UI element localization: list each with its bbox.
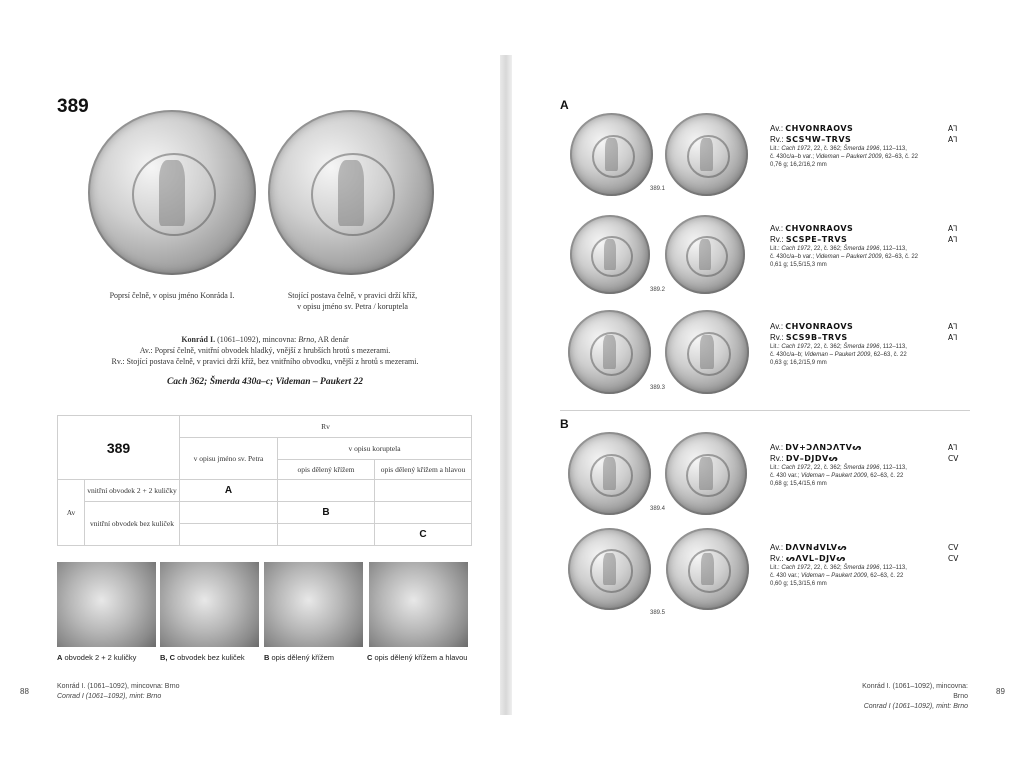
footer-line-cz: Konrád I. (1061–1092), mincovna: Brno — [862, 683, 968, 700]
table-cell-empty — [278, 524, 375, 546]
detail-caption-2 — [160, 653, 245, 662]
type-a-marker: A — [224, 485, 233, 496]
lit-text: , 62–63, č. 22 — [881, 154, 919, 160]
table-col-koruptela: v opisu koruptela — [278, 438, 472, 460]
reverse-caption-line2: v opisu jméno sv. Petra / koruptela — [297, 302, 408, 311]
coin-389-2-reverse — [665, 215, 745, 294]
table-cell-empty — [278, 480, 375, 502]
lit-ref: Šmerda 1996 — [843, 344, 880, 350]
description-title-end: , AR denár — [314, 335, 349, 344]
lit-text: , 62–63, č. 22 — [866, 573, 904, 579]
obverse-caption: Poprsí čelně, v opisu jméno Konráda I. — [109, 291, 235, 300]
detail-caption-text: obvodek 2 + 2 kuličky — [64, 653, 137, 662]
coin-reverse-large — [268, 110, 434, 275]
literature-line-2 — [770, 472, 960, 480]
coin-id: 389.4 — [650, 506, 666, 512]
table-cell-a — [180, 480, 278, 502]
lit-text: , 112–113, — [879, 344, 907, 350]
lit-ref: Cach 1972 — [781, 465, 811, 471]
reverse-caption — [265, 290, 440, 312]
catalogue-number: 389 — [57, 96, 89, 117]
av-label: Av.: — [770, 543, 784, 552]
coin-info-389-5 — [770, 542, 960, 588]
detail-caption-4 — [367, 653, 467, 662]
detail-photo-2 — [160, 562, 259, 647]
literature-line-1 — [770, 464, 960, 472]
lit-text: č. 430c/a–b; — [770, 352, 805, 358]
detail-caption-text: opis dělený křížem — [271, 653, 335, 662]
lit-text: , 112–113, — [879, 146, 907, 152]
table-row1-label: vnitřní obvodek 2 + 2 kuličky — [85, 480, 180, 502]
weight-size: 0,60 g; 15,3/15,6 mm — [770, 581, 827, 587]
references: Cach 362; Šmerda 430a–c; Videman – Paukert 22 — [166, 377, 364, 387]
av-legend-text: DV+ƆΛNƆΛTVᔕ — [785, 443, 862, 452]
table-number-cell — [58, 416, 180, 480]
lit-text: , 22, č. 362; — [810, 146, 844, 152]
table-cell-b — [278, 502, 375, 524]
detail-caption-letter: A — [57, 653, 63, 662]
detail-caption-text: obvodek bez kuliček — [177, 653, 245, 662]
literature-line-2 — [770, 351, 960, 359]
lit-ref: Videman – Paukert 2009 — [801, 473, 867, 479]
av-legend-text: CHVONRAOVS — [785, 124, 854, 133]
coin-obverse-large — [88, 110, 256, 275]
detail-photo-4 — [369, 562, 468, 647]
lit-ref: Šmerda 1996 — [843, 465, 880, 471]
rv-legend-text: SCS9B–TRVS — [785, 333, 848, 342]
table-cell-empty — [180, 524, 278, 546]
reverse-legend — [770, 234, 960, 245]
edge-line: A⅂ — [948, 224, 958, 233]
table-av-header: Av — [58, 480, 85, 546]
detail-caption-3 — [264, 653, 334, 662]
lit-text: , 22, č. 362; — [810, 344, 844, 350]
literature-line-2 — [770, 572, 960, 580]
reverse-legend — [770, 453, 960, 464]
coin-389-4-reverse — [665, 432, 747, 515]
obverse-legend — [770, 542, 960, 553]
lit-ref: Videman – Paukert 2009 — [815, 254, 882, 260]
edge-line: A⅂ — [948, 135, 958, 144]
coin-id: 389.2 — [650, 287, 666, 293]
lit-ref: Cach 1972 — [781, 565, 811, 571]
lit-text: č. 430 var.; — [770, 473, 802, 479]
lit-text: , 62–63, č. 22 — [870, 352, 907, 358]
lit-text: č. 430 var.; — [770, 573, 802, 579]
lit-label: Lit.: — [770, 565, 782, 571]
section-divider — [560, 410, 970, 411]
av-label: Av.: — [770, 322, 784, 331]
literature-line-1 — [770, 343, 960, 351]
literature-line-2 — [770, 153, 960, 161]
lit-text: , 22, č. 362; — [810, 565, 844, 571]
table-cell-empty — [375, 480, 472, 502]
coin-id: 389.5 — [650, 610, 666, 616]
edge-text — [948, 123, 957, 145]
rv-label: Rv.: — [770, 454, 784, 463]
rv-legend-text: SCSЧW–TRVS — [785, 135, 852, 144]
table-cell-empty — [180, 502, 278, 524]
edge-text — [948, 442, 958, 464]
detail-caption-text: opis dělený křížem a hlavou — [374, 653, 468, 662]
lit-text: , 62–63, č. 22 — [881, 254, 919, 260]
reverse-legend — [770, 332, 960, 343]
page-number-right: 89 — [996, 687, 1005, 696]
coin-info-389-1 — [770, 123, 960, 169]
detail-caption-letter: B — [264, 653, 270, 662]
lit-text: , 112–113, — [879, 465, 907, 471]
coin-description — [60, 334, 470, 367]
lit-ref: Šmerda 1996 — [843, 565, 880, 571]
footer-line-en: Conrad I (1061–1092), mint: Brno — [57, 693, 162, 700]
lit-text: , 112–113, — [879, 246, 907, 252]
lit-ref: Videman – Paukert 2009 — [801, 573, 867, 579]
book-gutter — [500, 55, 512, 715]
lit-ref: Cach 1972 — [781, 146, 811, 152]
coin-389-3-obverse — [568, 310, 651, 394]
detail-caption-letter: C — [367, 653, 373, 662]
obverse-legend — [770, 442, 960, 453]
rv-legend-text: DV–DJDVᔕ — [785, 454, 839, 463]
detail-photo-3 — [264, 562, 363, 647]
description-obverse: Av.: Poprsí čelně, vnitřní obvodek hladký, vnější z hrubších hrotů s mezerami. — [139, 346, 391, 355]
coin-389-4-obverse — [568, 432, 651, 515]
edge-line: A⅂ — [948, 235, 958, 244]
table-cell-empty — [375, 502, 472, 524]
footer-line-en: Conrad I (1061–1092), mint: Brno — [863, 703, 968, 710]
type-c-marker: C — [419, 529, 427, 540]
literature-line-1 — [770, 245, 960, 253]
lit-text: , 112–113, — [879, 565, 907, 571]
lit-text: č. 430c/a–b var.; — [770, 254, 816, 260]
edge-line: A⅂ — [948, 322, 958, 331]
av-label: Av.: — [770, 124, 784, 133]
detail-caption-1 — [57, 653, 136, 662]
reverse-legend — [770, 553, 960, 564]
coin-389-2-obverse — [570, 215, 650, 294]
coin-389-5-reverse — [666, 528, 749, 610]
table-cell-c — [375, 524, 472, 546]
table-col-cross: opis dělený křížem — [278, 460, 375, 480]
lit-text: , 22, č. 362; — [810, 246, 844, 252]
lit-label: Lit.: — [770, 246, 782, 252]
literature-line-2 — [770, 253, 960, 261]
lit-ref: Cach 1972 — [781, 344, 811, 350]
edge-line: CV — [948, 454, 959, 463]
coin-info-389-2 — [770, 223, 960, 269]
lit-label: Lit.: — [770, 344, 782, 350]
page-number-left: 88 — [20, 687, 29, 696]
av-legend-text: CHVONRAOVS — [785, 322, 854, 331]
edge-line: CV — [948, 543, 959, 552]
rv-legend-text: ᔕΛVL–DJVᔕ — [785, 554, 846, 563]
lit-ref: Cach 1972 — [781, 246, 811, 252]
rv-label: Rv.: — [770, 235, 784, 244]
footer-right — [858, 682, 968, 712]
lit-text: , 62–63, č. 22 — [866, 473, 904, 479]
type-b-marker: B — [322, 507, 330, 518]
edge-text — [948, 321, 957, 343]
edge-line: A⅂ — [948, 333, 958, 342]
detail-caption-letter: B, C — [160, 653, 175, 662]
lit-text: , 22, č. 362; — [810, 465, 844, 471]
mint-name: Brno — [298, 335, 315, 344]
lit-ref: Šmerda 1996 — [843, 246, 880, 252]
coin-info-389-4 — [770, 442, 960, 488]
literature-line-1 — [770, 564, 960, 572]
edge-line: CV — [948, 554, 959, 563]
table-rv-header: Rv — [180, 416, 472, 438]
reverse-legend — [770, 134, 960, 145]
obverse-legend — [770, 321, 960, 332]
lit-ref: Videman – Paukert 2009 — [815, 154, 882, 160]
lit-label: Lit.: — [770, 465, 782, 471]
edge-line: A⅂ — [948, 124, 958, 133]
weight-size: 0,63 g; 16,2/15,9 mm — [770, 360, 827, 366]
coin-id: 389.1 — [650, 186, 666, 192]
coin-389-1-obverse — [570, 113, 653, 196]
coin-389-5-obverse — [568, 528, 651, 610]
lit-ref: Videman – Paukert 2009 — [804, 352, 871, 358]
reverse-caption-line1: Stojící postava čelně, v pravici drží kříž, — [287, 291, 418, 300]
table-number: 389 — [106, 439, 131, 456]
coin-389-3-reverse — [665, 310, 749, 394]
table-col-petra: v opisu jméno sv. Petra — [180, 438, 278, 480]
rv-label: Rv.: — [770, 333, 784, 342]
edge-text — [948, 223, 957, 245]
av-label: Av.: — [770, 443, 784, 452]
literature-line-1 — [770, 145, 960, 153]
type-classification-table — [57, 415, 472, 546]
section-a-label: A — [560, 98, 569, 112]
weight-size: 0,61 g; 15,5/15,3 mm — [770, 262, 827, 268]
table-col-cross-head: opis dělený křížem a hlavou — [375, 460, 472, 480]
lit-ref: Šmerda 1996 — [843, 146, 880, 152]
footer-line-cz: Konrád I. (1061–1092), mincovna: Brno — [57, 683, 180, 690]
lit-label: Lit.: — [770, 146, 782, 152]
av-legend-text: CHVONRAOVS — [785, 224, 854, 233]
obverse-legend — [770, 223, 960, 234]
weight-size: 0,76 g; 16,2/16,2 mm — [770, 162, 827, 168]
table-row2-label: vnitřní obvodek bez kuliček — [85, 502, 180, 546]
rv-legend-text: SCSPE–TRVS — [785, 235, 848, 244]
detail-photo-1 — [57, 562, 156, 647]
description-title — [60, 334, 470, 345]
footer-left — [57, 682, 180, 702]
av-legend-text: DΛVNԀVLVᔕ — [785, 543, 848, 552]
obverse-legend — [770, 123, 960, 134]
lit-text: č. 430c/a–b var.; — [770, 154, 816, 160]
weight-size: 0,68 g; 15,4/15,6 mm — [770, 481, 827, 487]
edge-text — [948, 542, 958, 564]
edge-line: A⅂ — [948, 443, 958, 452]
coin-389-1-reverse — [665, 113, 748, 196]
av-label: Av.: — [770, 224, 784, 233]
rv-label: Rv.: — [770, 135, 784, 144]
section-b-label: B — [560, 417, 569, 431]
rv-label: Rv.: — [770, 554, 784, 563]
coin-id: 389.3 — [650, 385, 666, 391]
description-reverse: Rv.: Stojící postava čelně, v pravici drží kříž, bez vnitřního obvodku, vnější z hrotů s mezerami. — [111, 357, 419, 366]
description-title-rest: (1061–1092), mincovna: — [215, 335, 299, 344]
ruler-name: Konrád I. — [181, 335, 216, 344]
coin-info-389-3 — [770, 321, 960, 367]
